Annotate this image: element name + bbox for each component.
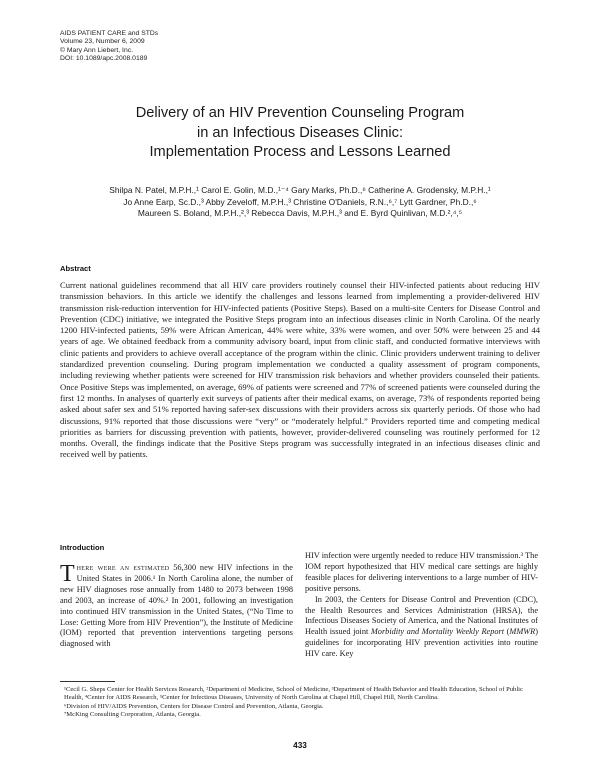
intro-paragraph-2	[305, 595, 538, 660]
authors-line-1: Shilpa N. Patel, M.P.H.,¹ Carol E. Golin, M.D.,¹⁻⁴ Gary Marks, Ph.D.,⁶ Catherine A. Grodensky, M.P.H.,¹	[109, 185, 491, 195]
intro-left-text: 56,300 new HIV infections in the United States in 2006.¹ In North Carolina alone, the number of new HIV diagnoses rose annually from 1480 to 2073 between 1998 and 2003, an increase of 40%.² In 2001, following an investigation into continued HIV transmission in the United States, (“No Time to Lose: Getting More from HIV Prevention”), the Institute of Medicine (IOM) reported that prevention interventions targeting persons diagnosed with	[60, 563, 293, 649]
intro-left-column	[60, 563, 293, 650]
p2-text-b: (	[504, 627, 510, 637]
journal-doi: DOI: 10.1089/apc.2008.0189	[60, 55, 148, 63]
journal-info	[60, 30, 158, 64]
author-list	[40, 185, 560, 220]
authors-line-2: Jo Anne Earp, Sc.D.,³ Abby Zeveloff, M.P.H.,³ Christine O'Daniels, R.N.,⁶,⁷ Lytt Gardner, Ph.D.,⁶	[123, 196, 477, 207]
drop-cap: T	[60, 561, 75, 587]
footnote-divider	[60, 681, 115, 682]
authors-line-3: Maureen S. Boland, M.P.H.,²,³ Rebecca Davis, M.P.H.,³ and E. Byrd Quinlivan, M.D.²,⁴,⁵	[137, 208, 463, 219]
intro-paragraph-continued: HIV infection were urgently needed to reduce HIV transmission.³ The IOM report hypothesized that HIV medical care settings are highly feasible places for delivering interventions to a large number of HIV-positive persons.	[305, 551, 538, 593]
footnote-cdc: ⁶Division of HIV/AIDS Prevention, Centers for Disease Control and Prevention, Atlanta, Georgia.	[64, 702, 324, 710]
intro-right-column	[305, 551, 538, 660]
page-number: 433	[293, 741, 307, 750]
journal-copyright: © Mary Ann Liebert, Inc.	[60, 46, 134, 54]
footnote-affiliations: ¹Cecil G. Sheps Center for Health Services Research, ²Department of Medicine, School of Medicine, ³Department of Health Behavior and Health Education, School of Public Health, ⁴Center for AIDS Research, ⁵Center for Infectious Diseases, University of North Carolina at Chapel Hill, Chapel Hill, North Carolina.	[64, 686, 523, 702]
journal-volume: Volume 23, Number 6, 2009	[60, 38, 145, 46]
journal-name: AIDS PATIENT CARE and STDs	[60, 30, 159, 37]
title-line-1: Delivery of an HIV Prevention Counseling Program	[135, 105, 465, 121]
abstract-heading: Abstract	[60, 264, 91, 273]
title-line-2: in an Infectious Diseases Clinic:	[196, 124, 404, 141]
intro-paragraph-1	[60, 563, 293, 650]
lead-in-smallcaps: here were an estimated	[76, 563, 170, 572]
introduction-heading: Introduction	[60, 543, 105, 552]
abstract-text: Current national guidelines recommend that all HIV care providers routinely counsel their HIV-infected patients about reducing HIV transmission behaviors. In this article we identify the challenges and lessons learned from implementing a provider-delivered HIV transmission risk-reduction intervention for HIV-infected patients (Positive Steps). Based on a multi-site Centers for Disease Control and Prevention (CDC) initiative, we integrated the Positive Steps program into an infectious diseases clinic in North Carolina. Of the nearly 1200 HIV-infected patients, 59% were African American, 44% were white, 33% were women, and over 50% were between 25 and 44 years of age. We obtained feedback from a community advisory board, input from clinic staff, and conducted formative interviews with clinic patients and providers to achieve overall acceptance of the program within the clinic. Clinic providers underwent training to deliver standardized prevention counseling. During program implementation we conducted a quality assessment of program components, including reviewing whether patients were screened for HIV transmission risk behaviors and whether providers counseled their patients. Once Positive Steps was implemented, on average, 69% of patients were screened and 77% of screened patients were counseled during the first 12 months. In analyses of quarterly exit surveys of patients after their medical exams, on average, 73% of respondents reported being asked about safer sex and 51% reported having safer-sex discussions with their providers across six quarterly periods. Of those who had discussions, 91% reported that those discussions were “very” or “moderately helpful.” Providers reported time and competing medical priorities as barriers for discussing prevention with patients, however, provider-delivered counseling was routinely performed for 12 months. Overall, the findings indicate that the Positive Steps program was successfully integrated in an infectious diseases clinic and received well by patients.	[60, 280, 540, 460]
title-line-3: Implementation Process and Lessons Learned	[149, 144, 451, 160]
p2-text-c: ) guidelines for incorporating HIV prevention activities into routine HIV care. Key	[305, 627, 538, 659]
article-title	[40, 104, 560, 163]
footnote-mcking: ⁷McKing Consulting Corporation, Atlanta, Georgia.	[64, 711, 201, 719]
p2-journal-title: Morbidity and Mortality Weekly Report	[370, 627, 505, 637]
footnotes	[60, 686, 540, 720]
p2-mmwr: MMWR	[509, 627, 536, 637]
p2-text-a: In 2003, the Centers for Disease Control and Prevention (CDC), the Health Resources and Services Administration (HRSA), the Infectious Diseases Society of America, and the National Institutes of Health issued joint	[305, 594, 538, 637]
